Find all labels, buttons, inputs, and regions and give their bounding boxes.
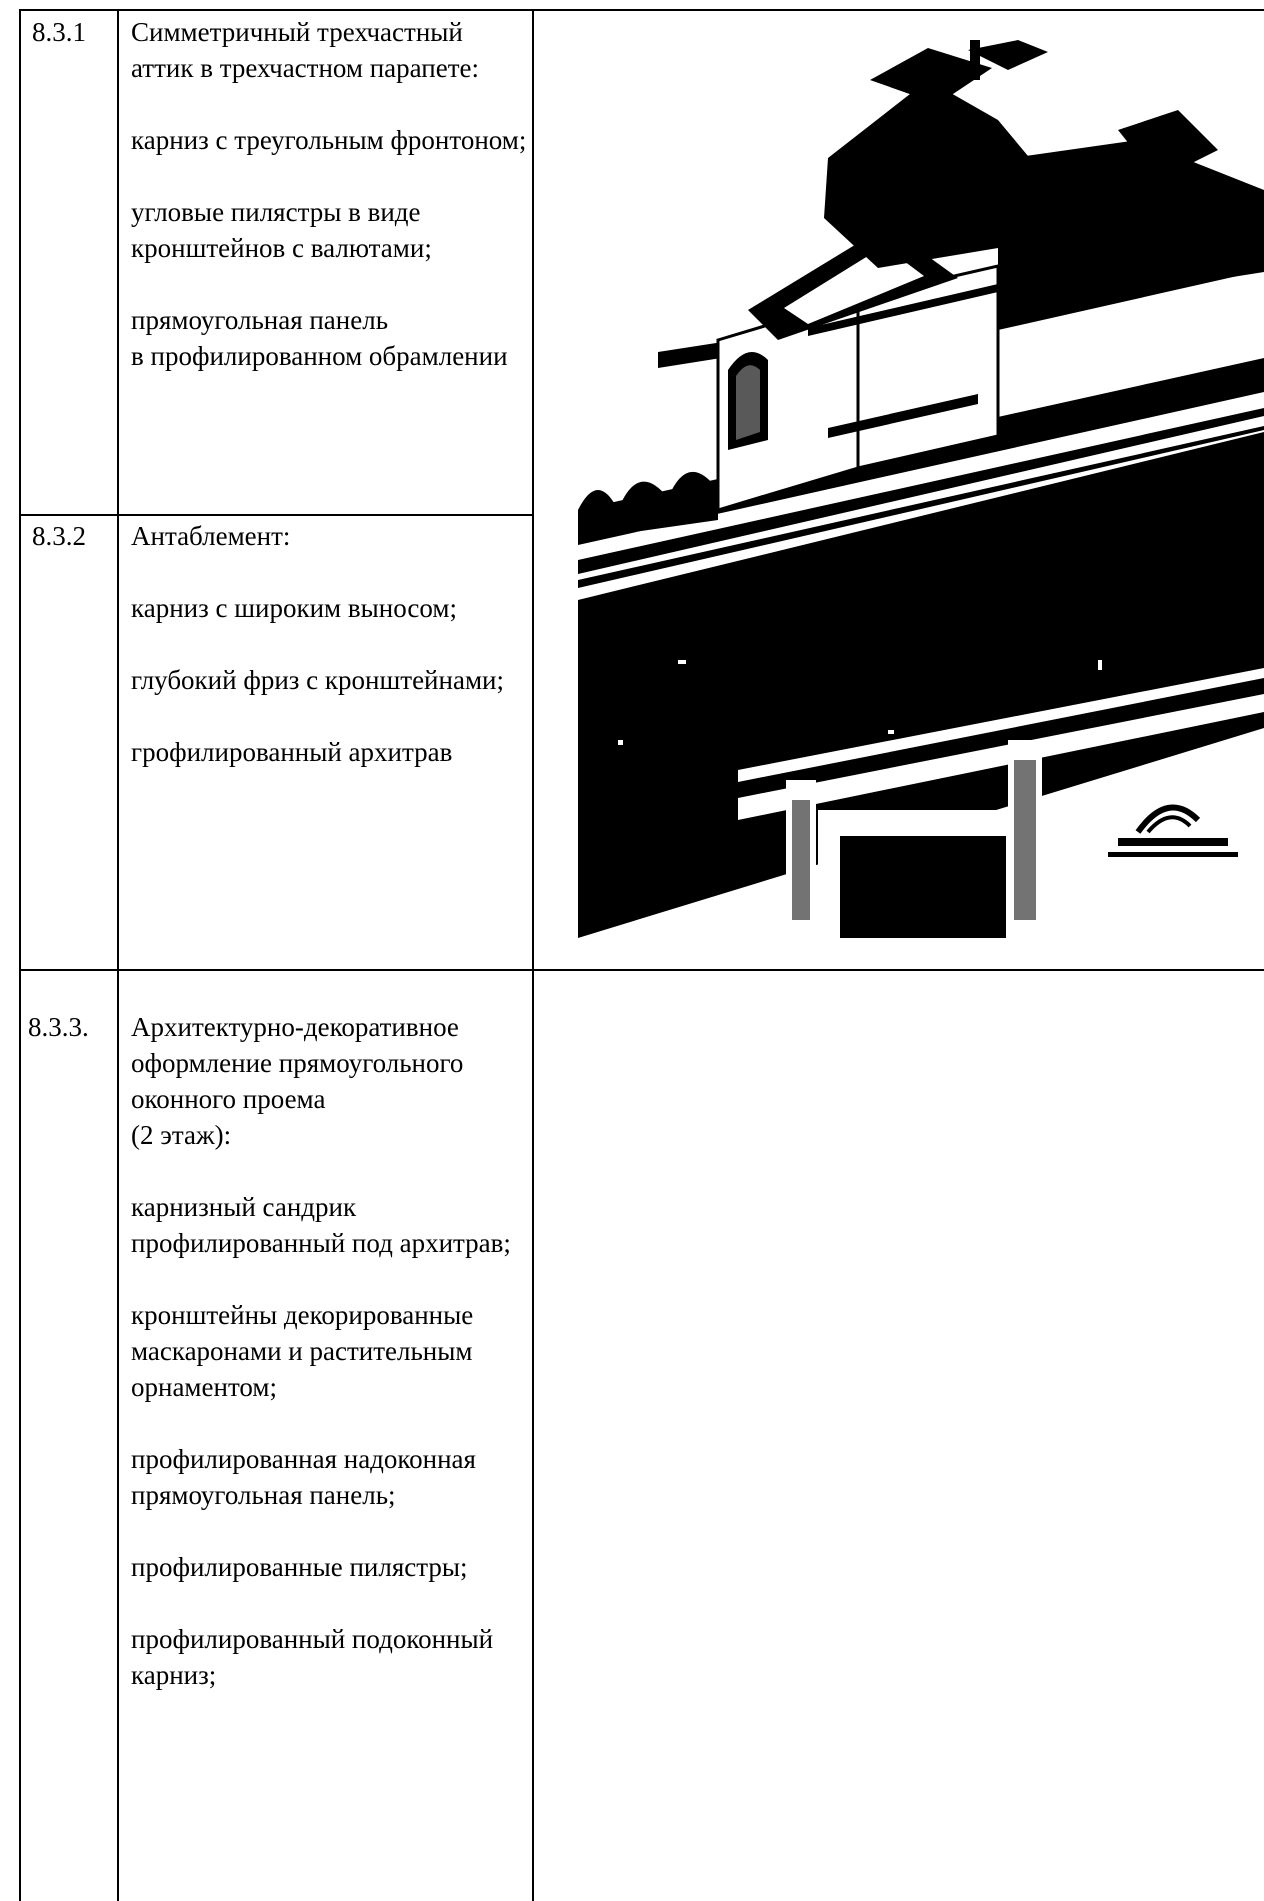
description-paragraph: профилированный подоконный карниз;	[131, 1624, 494, 1690]
description-paragraph: профилированная надоконная прямоугольная панель;	[131, 1444, 476, 1510]
description-paragraph: Архитектурно-декоративное оформление прямоугольного оконного проема (2 этаж):	[131, 1012, 464, 1150]
row-number: 8.3.1	[32, 17, 86, 47]
row-divider-8-3-1	[19, 514, 534, 516]
description-paragraph: карнизный сандрик профилированный под архитрав;	[131, 1192, 511, 1258]
column-divider-number	[117, 9, 119, 1901]
facade-photo	[578, 40, 1264, 938]
description-paragraph: угловые пилястры в виде кронштейнов с валютами;	[131, 197, 432, 263]
row-divider-8-3-2	[19, 969, 1264, 971]
description-paragraph: карниз с широким выносом;	[131, 593, 457, 623]
table-border-left	[19, 9, 21, 1901]
row-number: 8.3.3.	[28, 1012, 89, 1042]
row-description	[131, 1009, 531, 1693]
column-divider-image	[532, 9, 534, 1901]
row-description	[131, 518, 531, 770]
description-paragraph: Антаблемент:	[131, 521, 291, 551]
description-paragraph: Симметричный трехчастный аттик в трехчастном парапете:	[131, 17, 480, 83]
description-paragraph: грофилированный архитрав	[131, 737, 453, 767]
row-description	[131, 14, 531, 374]
description-paragraph: кронштейны декорированные маскаронами и растительным орнаментом;	[131, 1300, 474, 1402]
description-paragraph: глубокий фриз с кронштейнами;	[131, 665, 504, 695]
table-border-top	[19, 9, 1264, 11]
row-number: 8.3.2	[32, 521, 86, 551]
description-paragraph: прямоугольная панель в профилированном обрамлении	[131, 305, 508, 371]
description-paragraph: профилированные пилястры;	[131, 1552, 468, 1582]
description-paragraph: карниз с треугольным фронтоном;	[131, 125, 527, 155]
